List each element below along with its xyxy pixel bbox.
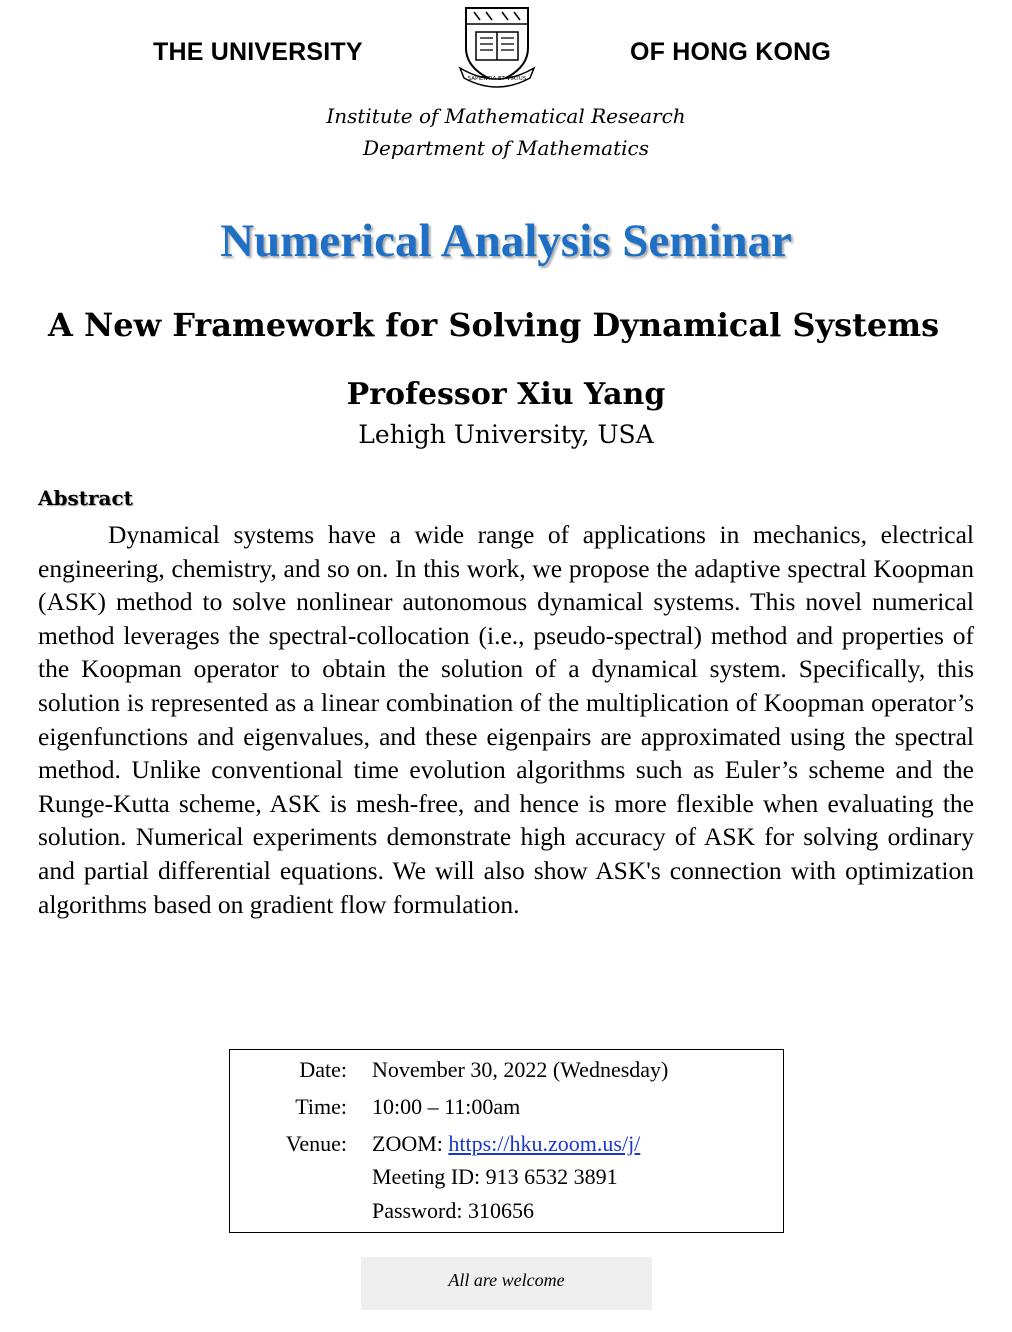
venue-value <box>372 1131 640 1157</box>
meeting-password: Password: 310656 <box>372 1198 534 1223</box>
university-name-right: OF HONG KONG <box>630 38 832 66</box>
venue-prefix: ZOOM: <box>372 1131 449 1156</box>
time-value: 10:00 – 11:00am <box>372 1094 521 1119</box>
talk-title: A New Framework for Solving Dynamical Systems <box>48 306 940 344</box>
abstract-heading: Abstract <box>38 486 133 510</box>
zoom-link[interactable]: https://hku.zoom.us/j/ <box>448 1131 641 1156</box>
university-name-left: THE UNIVERSITY <box>153 38 363 66</box>
university-crest-logo <box>456 4 538 88</box>
department-name: Department of Mathematics <box>362 136 649 160</box>
date-label: Date: <box>299 1057 347 1082</box>
svg-text:SAPIENTIA ET VIRTUS: SAPIENTIA ET VIRTUS <box>467 76 527 82</box>
venue-label: Venue: <box>285 1131 347 1156</box>
seminar-title: Numerical Analysis Seminar <box>220 215 792 267</box>
speaker-name: Professor Xiu Yang <box>346 377 666 412</box>
event-details-box <box>229 1049 784 1233</box>
speaker-affiliation: Lehigh University, USA <box>358 420 654 449</box>
time-label: Time: <box>295 1094 347 1119</box>
institute-name: Institute of Mathematical Research <box>326 104 686 128</box>
abstract-text: Dynamical systems have a wide range of applications in mechanics, electrical engineering, chemistry, and so on. In this work, we propose the adaptive spectral Koopman (ASK) method to solve nonlinear autonomous dynamical systems. This novel numerical method leverages the spectral-collocation (i.e., pseudo-spectral) method and properties of the Koopman operator to obtain the solution of a dynamical system. Specifically, this solution is represented as a linear combination of the multiplication of Koopman operator’s eigenfunctions and eigenvalues, and these eigenpairs are approximated using the spectral method. Unlike conventional time evolution algorithms such as Euler’s scheme and the Runge-Kutta scheme, ASK is mesh-free, and hence is more flexible when evaluating the solution. Numerical experiments demonstrate high accuracy of ASK for solving ordinary and partial differential equations. We will also show ASK's connection with optimization algorithms based on gradient flow formulation. <box>38 520 974 919</box>
meeting-id: Meeting ID: 913 6532 3891 <box>372 1164 618 1189</box>
welcome-note: All are welcome <box>361 1257 652 1310</box>
date-value: November 30, 2022 (Wednesday) <box>372 1057 669 1082</box>
